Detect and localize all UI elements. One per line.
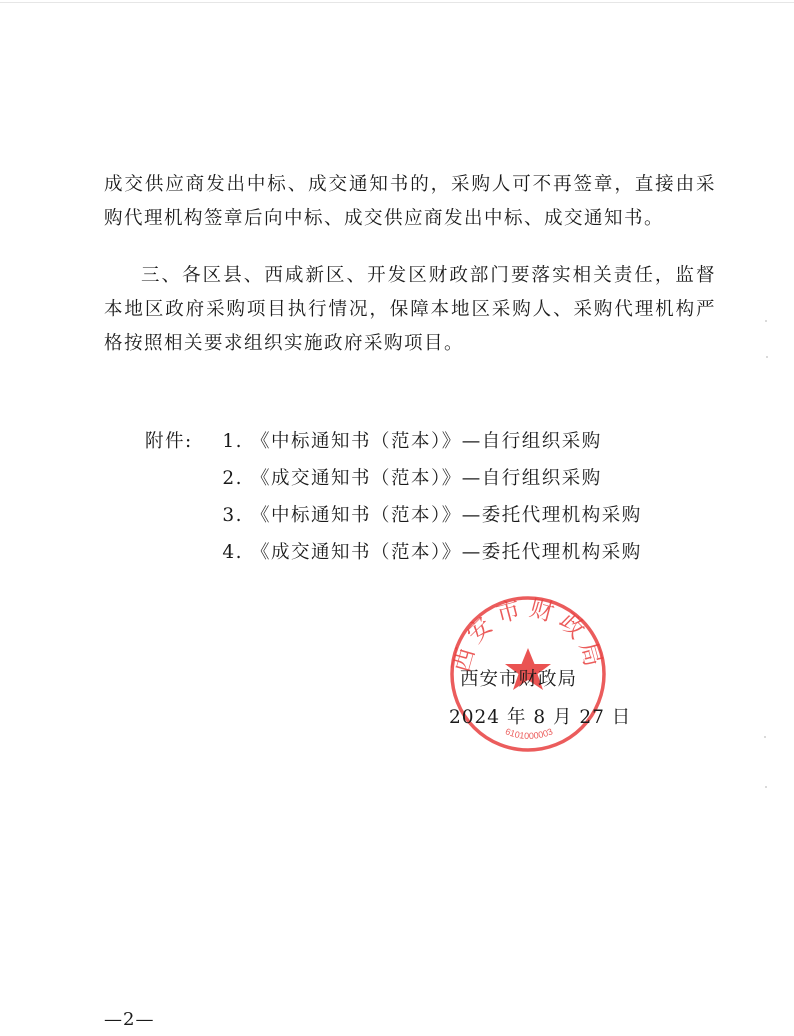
attachments-list bbox=[145, 423, 642, 571]
attachments-label-spacer bbox=[145, 460, 205, 497]
attachment-number: 4. bbox=[222, 542, 243, 563]
attachment-row bbox=[145, 423, 642, 460]
issue-date: 2024 年 8 月 27 日 bbox=[449, 707, 632, 728]
attachment-number: 3. bbox=[222, 505, 243, 526]
scan-speck bbox=[765, 786, 767, 788]
scan-speck bbox=[766, 356, 768, 358]
document-body bbox=[104, 168, 716, 384]
issuer-name: 西安市财政局 bbox=[460, 669, 578, 690]
attachment-item bbox=[205, 497, 642, 534]
attachment-number: 2. bbox=[222, 468, 243, 489]
scan-speck bbox=[765, 320, 767, 322]
attachment-row bbox=[145, 534, 642, 571]
attachment-title: 《成交通知书（范本）》—委托代理机构采购 bbox=[251, 542, 642, 563]
attachment-title: 《中标通知书（范本）》—自行组织采购 bbox=[251, 431, 602, 452]
seal-arc-text: 西安市财政局 bbox=[448, 595, 608, 676]
page-top-edge bbox=[0, 2, 794, 3]
attachments-label: 附件: bbox=[145, 431, 193, 452]
attachment-item bbox=[205, 423, 602, 460]
attachment-row bbox=[145, 497, 642, 534]
attachments-label-spacer bbox=[145, 497, 205, 534]
page-number: —2— bbox=[104, 1009, 155, 1030]
paragraph-continuation: 成交供应商发出中标、成交通知书的，采购人可不再签章，直接由采购代理机构签章后向中标、成交供应商发出中标、成交通知书。 bbox=[104, 174, 716, 229]
attachment-number: 1. bbox=[222, 431, 243, 452]
signature-block bbox=[449, 661, 632, 737]
scan-speck bbox=[764, 736, 766, 738]
attachments-label-spacer bbox=[145, 534, 205, 571]
attachment-title: 《中标通知书（范本）》—委托代理机构采购 bbox=[251, 505, 642, 526]
attachment-row bbox=[145, 460, 642, 497]
paragraph-section-three: 三、各区县、西咸新区、开发区财政部门要落实相关责任，监督本地区政府采购项目执行情况，保障本地区采购人、采购代理机构严格按照相关要求组织实施政府采购项目。 bbox=[104, 265, 716, 354]
attachment-item bbox=[205, 460, 602, 497]
attachment-item bbox=[205, 534, 642, 571]
seal-code: 6101000003 bbox=[503, 726, 555, 742]
attachment-title: 《成交通知书（范本）》—自行组织采购 bbox=[251, 468, 602, 489]
